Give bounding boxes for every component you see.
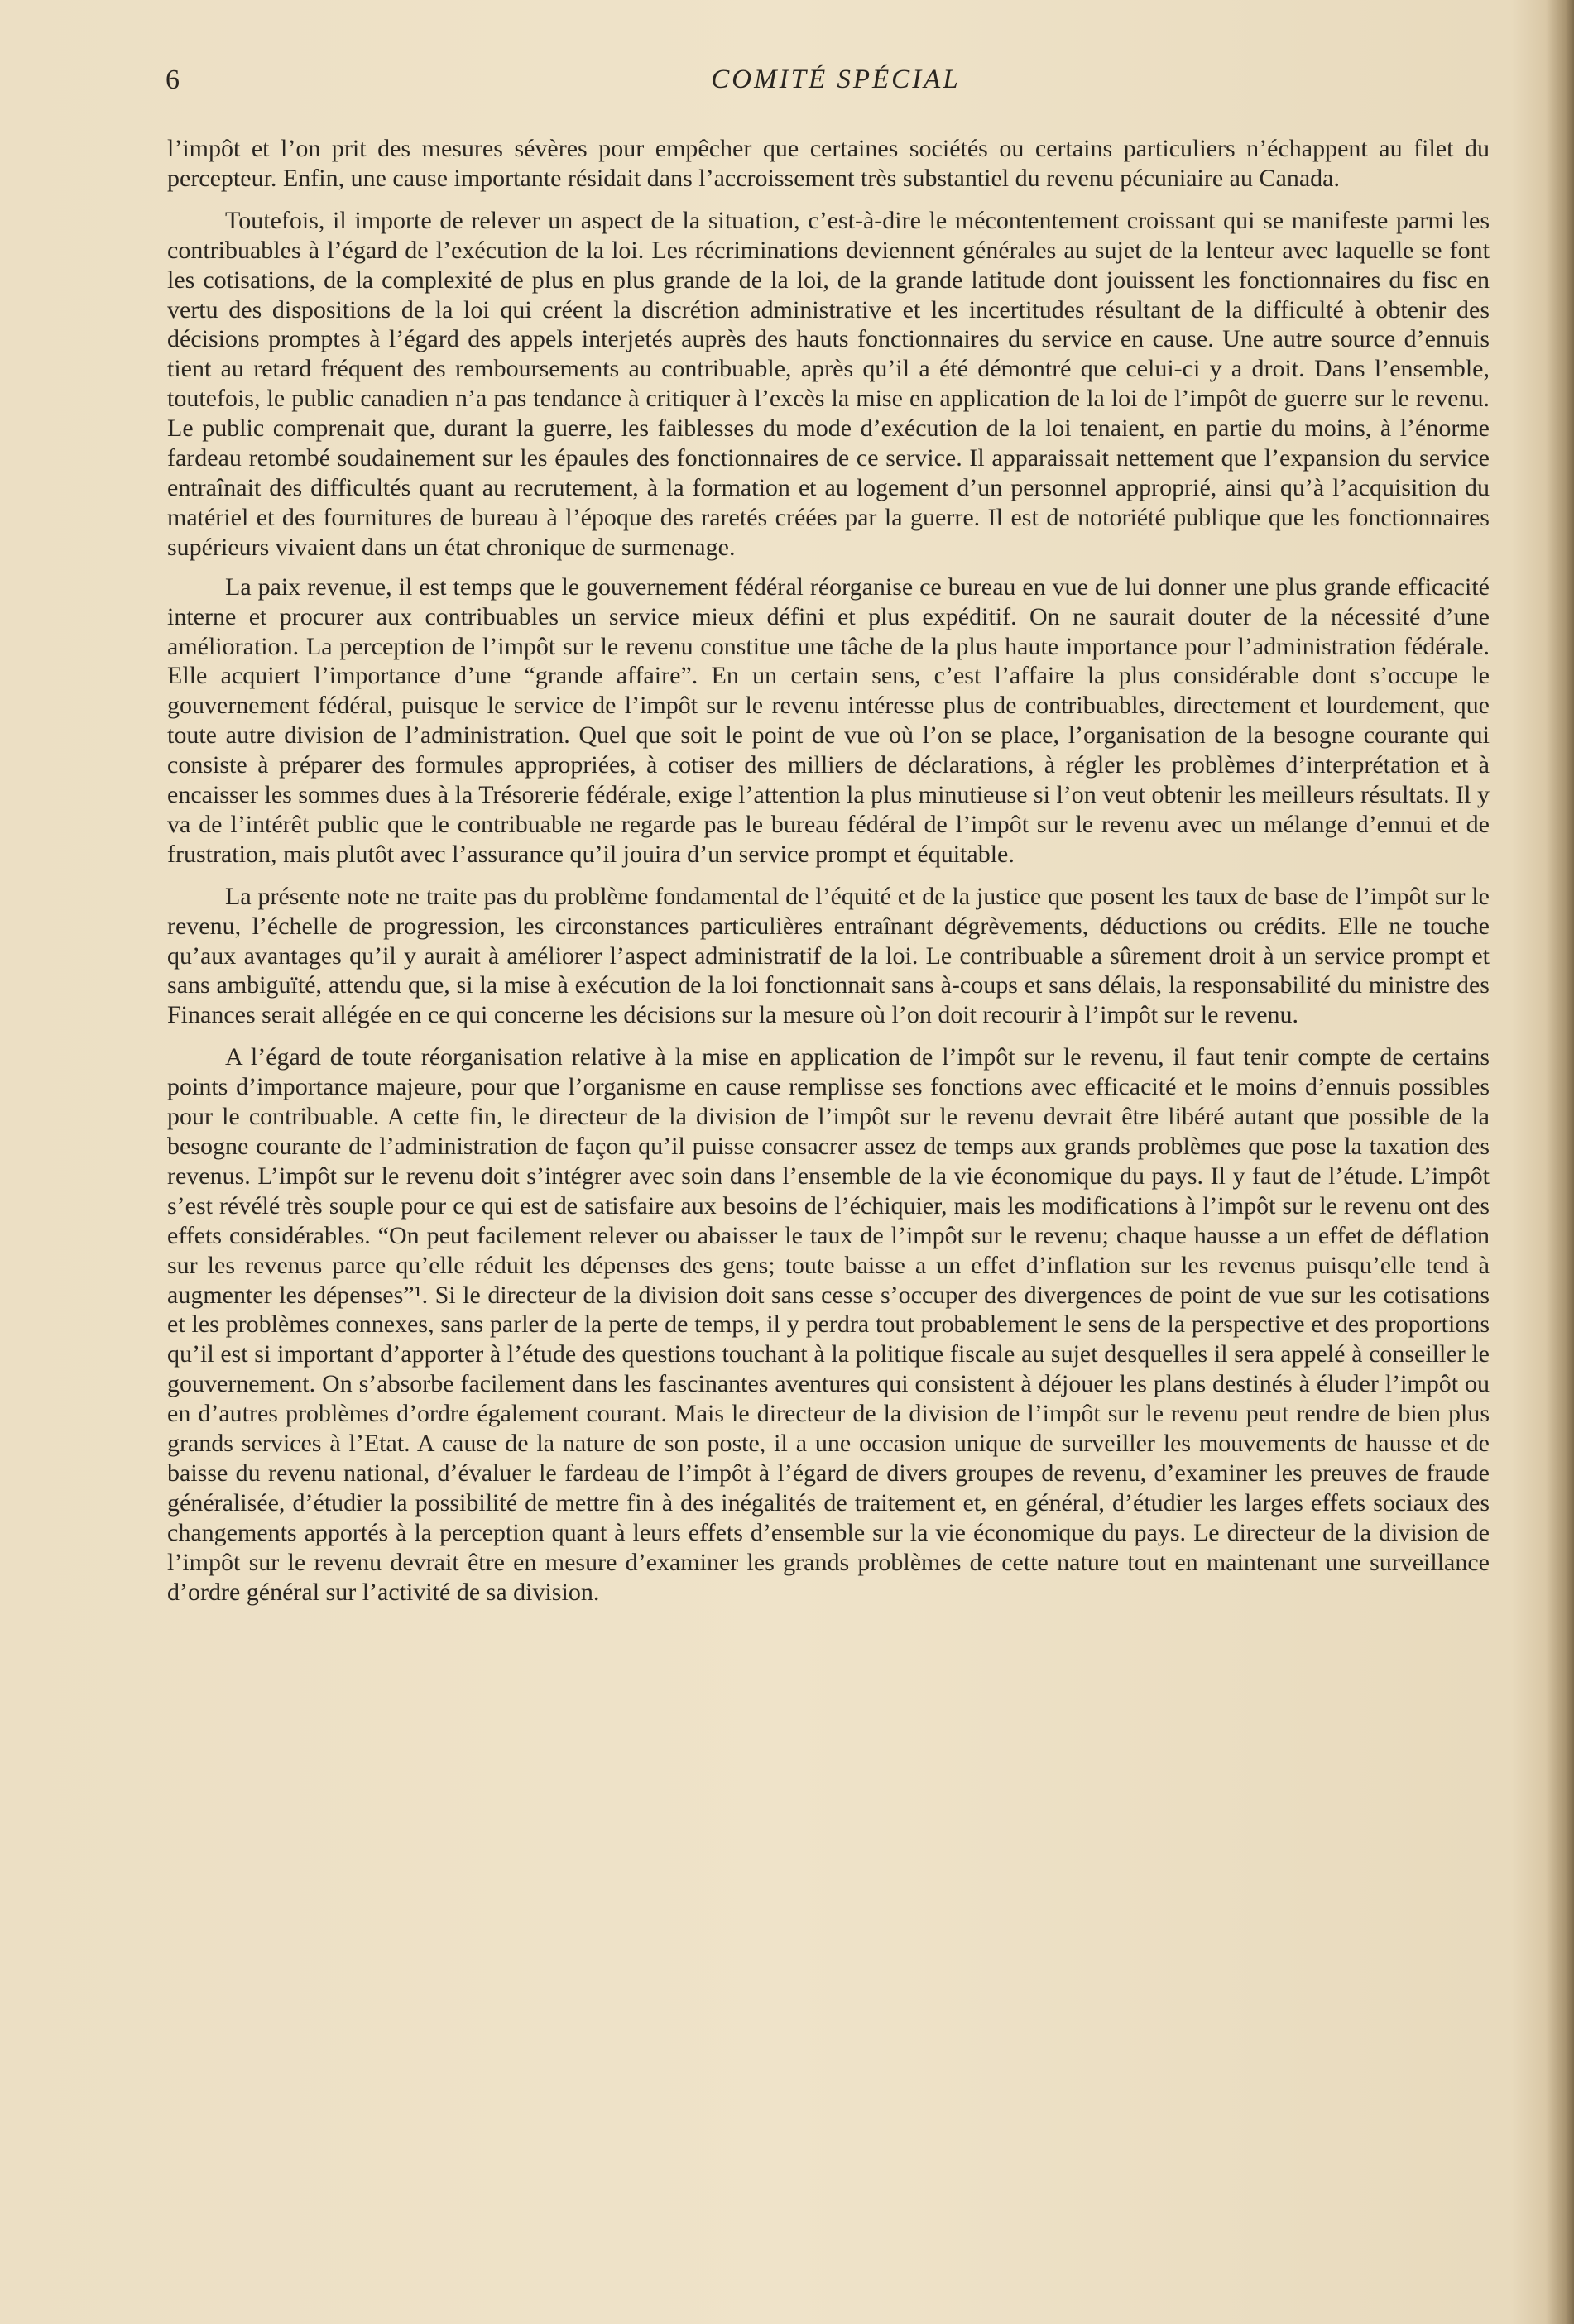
body-text [167,134,1490,1608]
page-number: 6 [166,65,180,95]
paragraph: Toutefois, il importe de relever un aspect de la situation, c’est-à-dire le mécontentement croissant qui se manifeste parmi les contribuables à l’égard de l’exécution de la loi. Les récriminations deviennent générales au sujet de la lenteur avec laquelle se font les cotisations, de la complexité de plus en plus grande de la loi, de la grande latitude dont jouissent les fonctionnaires du fisc en vertu des dispositions de la loi qui créent la discrétion administrative et les incertitudes résultant de la difficulté à obtenir des décisions promptes à l’égard des appels interjetés auprès des hauts fonctionnaires du service en cause. Une autre source d’ennuis tient au retard fréquent des remboursements au contribuable, après qu’il a été démontré que celui-ci y a droit. Dans l’ensemble, toutefois, le public canadien n’a pas tendance à critiquer à l’excès la mise en application de la loi de l’impôt de guerre sur le revenu. Le public comprenait que, durant la guerre, les faiblesses du mode d’exécution de la loi tenaient, en partie du moins, à l’énorme fardeau retombé soudainement sur les épaules des fonctionnaires de ce service. Il apparaissait nettement que l’expansion du service entraînait des difficultés quant au recrutement, à la formation et au logement d’un personnel approprié, ainsi qu’à l’acquisition du matériel et des fournitures de bureau à l’époque des raretés créées par la guerre. Il est de notoriété publique que les fonctionnaires supérieurs vivaient dans un état chronique de surmenage. [167,206,1490,561]
running-title: COMITÉ SPÉCIAL [711,65,961,94]
paragraph: La présente note ne traite pas du problème fondamental de l’équité et de la justice que posent les taux de base de l’impôt sur le revenu, l’échelle de progression, les circonstances particulières entraînant dégrèvements, déductions ou crédits. Elle ne touche qu’aux avantages qu’il y aurait à améliorer l’aspect administratif de la loi. Le contribuable a sûrement droit à un service prompt et sans ambiguïté, attendu que, si la mise à exécution de la loi fonctionnait sans à-coups et sans délais, la responsabilité du ministre des Finances serait allégée en ce qui concerne les décisions sur la mesure où l’on doit recourir à l’impôt sur le revenu. [167,882,1490,1029]
paragraph-continuation: l’impôt et l’on prit des mesures sévères pour empêcher que certaines sociétés ou certains particuliers n’échappent au filet du percepteur. Enfin, une cause importante résidait dans l’accroissement très substantiel du revenu pécuniaire au Canada. [167,135,1490,192]
page-header [166,65,1506,106]
page-edge-shadow [1546,0,1574,2324]
paragraph: La paix revenue, il est temps que le gouvernement fédéral réorganise ce bureau en vue de lui donner une plus grande efficacité interne et procurer aux contribuables un service mieux défini et plus expéditif. On ne saurait douter de la nécessité d’une amélioration. La perception de l’impôt sur le revenu constitue une tâche de la plus haute importance pour l’administration fédérale. Elle acquiert l’importance d’une “grande affaire”. En un certain sens, c’est l’affaire la plus considérable dont s’occupe le gouvernement fédéral, puisque le service de l’impôt sur le revenu intéresse plus de contribuables, directement et lourdement, que toute autre division de l’administration. Quel que soit le point de vue où l’on se place, l’organisation de la besogne courante qui consiste à préparer des formules appropriées, à cotiser des milliers de déclarations, à régler les problèmes d’interprétation et à encaisser les sommes dues à la Trésorerie fédérale, exige l’attention la plus minutieuse si l’on veut obtenir les meilleurs résultats. Il y va de l’intérêt public que le contribuable ne regarde pas le bureau fédéral de l’impôt sur le revenu avec un mélange d’ennui et de frustration, mais plutôt avec l’assurance qu’il jouira d’un service prompt et équitable. [167,573,1490,868]
paragraph: A l’égard de toute réorganisation relative à la mise en application de l’impôt sur le revenu, il faut tenir compte de certains points d’importance majeure, pour que l’organisme en cause remplisse ses fonctions avec efficacité et le moins d’ennuis possibles pour le contribuable. A cette fin, le directeur de la division de l’impôt sur le revenu devrait être libéré autant que possible de la besogne courante de l’administration de façon qu’il puisse consacrer assez de temps aux grands problèmes que pose la taxation des revenus. L’impôt sur le revenu doit s’intégrer avec soin dans l’ensemble de la vie économique du pays. Il y faut de l’étude. L’impôt s’est révélé très souple pour ce qui est de satisfaire aux besoins de l’échiquier, mais les modifications à l’impôt sur le revenu ont des effets considérables. “On peut facilement relever ou abaisser le taux de l’impôt sur le revenu; chaque hausse a un effet de déflation sur les revenus parce qu’elle réduit les dépenses des gens; toute baisse a un effet d’inflation sur les revenus puisqu’elle tend à augmenter les dépenses”¹. Si le directeur de la division doit sans cesse s’occuper des divergences de point de vue sur les cotisations et les problèmes connexes, sans parler de la perte de temps, il y perdra tout probablement le sens de la perspective et des proportions qu’il est si important d’apporter à l’étude des questions touchant à la politique fiscale au sujet desquelles il sera appelé à conseiller le gouvernement. On s’absorbe facilement dans les fascinantes aventures qui consistent à déjouer les plans destinés à éluder l’impôt ou en d’autres problèmes d’ordre également courant. Mais le directeur de la division de l’impôt sur le revenu peut rendre de bien plus grands services à l’Etat. A cause de la nature de son poste, il a une occasion unique de surveiller les mouvements de hausse et de baisse du revenu national, d’évaluer le fardeau de l’impôt à l’égard de divers groupes de revenu, d’examiner les preuves de fraude généralisée, d’étudier la possibilité de mettre fin à des inégalités de traitement et, en général, d’étudier les larges effets sociaux des changements apportés à la perception quant à leurs effets d’ensemble sur la vie économique du pays. Le directeur de la division de l’impôt sur le revenu devrait être en mesure d’examiner les grands problèmes de cette nature tout en maintenant une surveillance d’ordre général sur l’activité de sa division. [167,1043,1490,1606]
